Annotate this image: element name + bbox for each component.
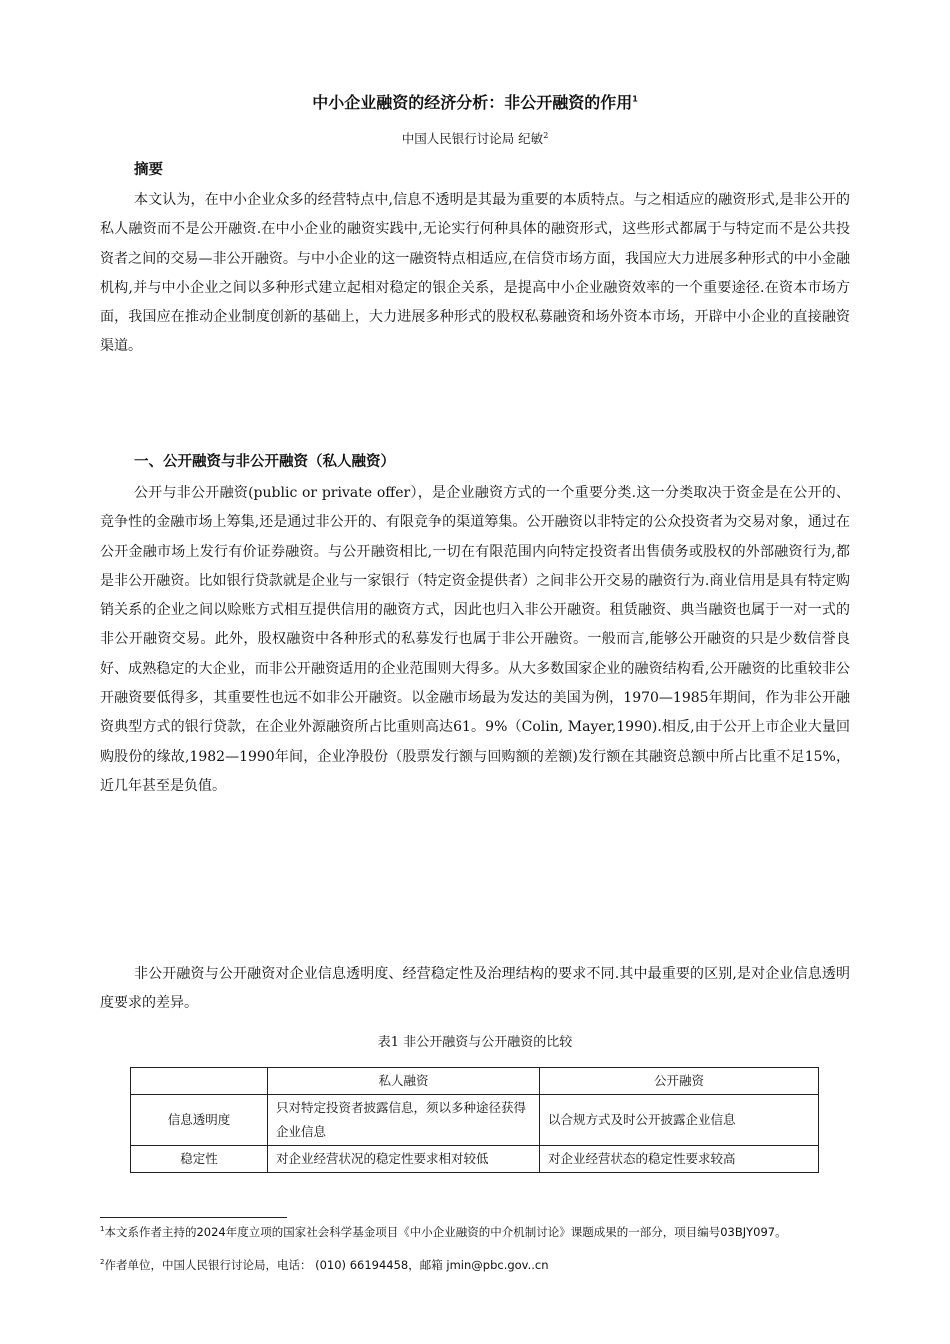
table-row <box>131 1146 819 1173</box>
table-caption: 表1 非公开融资与公开融资的比较 <box>377 1035 573 1050</box>
table-row-label: 稳定性 <box>131 1146 268 1173</box>
section1-paragraph-2: 非公开融资与公开融资对企业信息透明度、经营稳定性及治理结构的要求不同.其中最重要的区别,是对企业信息透明度要求的差异。 <box>100 966 850 1012</box>
footnote-2-mark: 2 <box>100 1258 105 1267</box>
abstract-paragraph: 本文认为，在中小企业众多的经营特点中,信息不透明是其最为重要的本质特点。与之相适应的融资形式,是非公开的私人融资而不是公开融资.在中小企业的融资实践中,无论实行何种具体的融资形式，这些形式都属于与特定而不是公共投资者之间的交易—非公开融资。与中小企业的这一融资特点相适应,在信贷市场方面，我国应大力进展多种形式的中小金融机构,并与中小企业之间以多种形式建立起相对稳定的银企关系，是提高中小企业融资效率的一个重要途径.在资本市场方面，我国应在推动企业制度创新的基础上，大力进展多种形式的股权私募融资和场外资本市场，开辟中小企业的直接融资渠道。 <box>100 192 850 355</box>
author-text: 中国人民银行讨论局 纪敏 <box>401 131 544 146</box>
title-footnote-mark[interactable]: 1 <box>632 94 638 104</box>
table-header-cell-private: 私人融资 <box>268 1068 540 1095</box>
author-line <box>100 130 850 148</box>
paper-title <box>100 92 850 114</box>
table-header-cell-public: 公开融资 <box>540 1068 819 1095</box>
comparison-table <box>130 1067 819 1173</box>
section1-heading: 一、公开融资与非公开融资（私人融资） <box>134 454 395 470</box>
abstract-heading: 摘要 <box>134 162 163 178</box>
table-cell: 只对特定投资者披露信息，须以多种途径获得企业信息 <box>268 1095 540 1146</box>
table-cell: 以合规方式及时公开披露企业信息 <box>540 1095 819 1146</box>
footnote-2-text: 作者单位，中国人民银行讨论局，电话： (010) 66194458，邮箱 jmin@pbc.gov..cn <box>104 1258 549 1272</box>
table-row <box>131 1095 819 1146</box>
table-header-cell-empty <box>131 1068 268 1095</box>
table-cell: 对企业经营状况的稳定性要求相对较低 <box>268 1146 540 1173</box>
footnote-1-mark: 1 <box>100 1225 105 1234</box>
footnote-divider <box>100 1217 287 1218</box>
author-footnote-mark[interactable]: 2 <box>543 130 549 140</box>
footnote-1-text: 本文系作者主持的2024年度立项的国家社会科学基金项目《中小企业融资的中介机制讨论》课题成果的一部分，项目编号03BJY097。 <box>104 1225 787 1239</box>
table-row-label: 信息透明度 <box>131 1095 268 1146</box>
table-header-row <box>131 1068 819 1095</box>
footnote-1 <box>100 1224 852 1241</box>
paper-title-text: 中小企业融资的经济分析：非公开融资的作用 <box>312 93 633 112</box>
footnote-2 <box>100 1257 852 1274</box>
table-cell: 对企业经营状态的稳定性要求较高 <box>540 1146 819 1173</box>
section1-paragraph-1: 公开与非公开融资(public or private offer），是企业融资方式的一个重要分类.这一分类取决于资金是在公开的、竞争性的金融市场上筹集,还是通过非公开的、有限竞争的渠道筹集。公开融资以非特定的公众投资者为交易对象，通过在公开金融市场上发行有价证券融资。与公开融资相比,一切在有限范围内向特定投资者出售债务或股权的外部融资行为,都是非公开融资。比如银行贷款就是企业与一家银行（特定资金提供者）之间非公开交易的融资行为.商业信用是具有特定购销关系的企业之间以赊账方式相互提供信用的融资方式，因此也归入非公开融资。租赁融资、典当融资也属于一对一式的非公开融资交易。此外，股权融资中各种形式的私募发行也属于非公开融资。一般而言,能够公开融资的只是少数信誉良好、成熟稳定的大企业，而非公开融资适用的企业范围则大得多。从大多数国家企业的融资结构看,公开融资的比重较非公开融资要低得多，其重要性也远不如非公开融资。以金融市场最为发达的美国为例，1970—1985年期间，作为非公开融资典型方式的银行贷款，在企业外源融资所占比重则高达61。9%（Colin, Mayer,1990).相反,由于公开上市企业大量回购股份的缘故,1982—1990年间，企业净股份（股票发行额与回购额的差额)发行额在其融资总额中所占比重不足15%，近几年甚至是负值。 <box>100 485 850 794</box>
